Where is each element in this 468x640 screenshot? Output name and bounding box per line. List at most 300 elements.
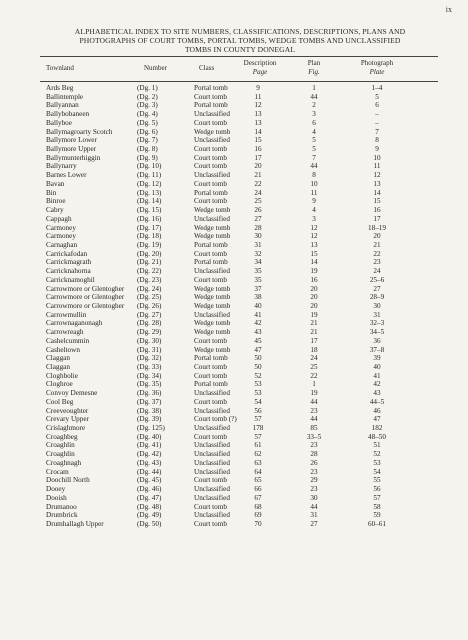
table-row — [0, 145, 468, 154]
table-row — [0, 197, 468, 206]
table-row — [0, 276, 468, 285]
townland-cell: Cashelcummin — [46, 336, 90, 345]
photograph-plate-cell: 53 — [373, 458, 381, 467]
table-row — [0, 476, 468, 485]
photograph-plate-cell: 36 — [373, 336, 381, 345]
class-cell: Unclassified — [194, 136, 230, 145]
class-cell: Unclassified — [194, 424, 230, 433]
table-row — [0, 224, 468, 233]
photograph-plate-cell: 44–5 — [369, 397, 385, 406]
townland-cell: Drumhallagh Upper — [46, 519, 104, 528]
plan-fig-cell: 19 — [310, 310, 318, 319]
site-number-cell: (Dg. 8) — [137, 145, 158, 154]
table-row — [0, 424, 468, 433]
description-page-cell: 11 — [254, 92, 262, 101]
description-page-cell: 35 — [254, 275, 262, 284]
plan-fig-cell: 4 — [312, 206, 316, 215]
plan-fig-cell: 2 — [312, 101, 316, 110]
header-plan: Plan — [307, 59, 321, 67]
townland-cell: Carnaghan — [46, 240, 78, 249]
plan-fig-cell: 20 — [310, 293, 318, 302]
class-cell: Wedge tomb — [194, 284, 231, 293]
description-page-cell: 68 — [254, 502, 262, 511]
photograph-plate-cell: 22 — [373, 249, 381, 258]
description-page-cell: 45 — [254, 336, 262, 345]
class-cell: Unclassified — [194, 389, 230, 398]
description-page-cell: 27 — [254, 214, 262, 223]
table-row — [0, 101, 468, 110]
photograph-plate-cell: 24 — [373, 267, 381, 276]
class-cell: Wedge tomb — [194, 293, 231, 302]
plan-fig-cell: 23 — [310, 441, 318, 450]
table-top-rule — [40, 56, 438, 57]
photograph-plate-cell: 7 — [375, 127, 379, 136]
townland-cell: Ballyboe — [46, 118, 72, 127]
townland-cell: Crevary Upper — [46, 415, 89, 424]
townland-cell: Croaghlin — [46, 441, 75, 450]
townland-cell: Dooey — [46, 485, 66, 494]
site-number-cell: (Dg. 46) — [137, 485, 162, 494]
table-row — [0, 311, 468, 320]
class-cell: Unclassified — [194, 485, 230, 494]
photograph-plate-cell: 37–8 — [369, 345, 385, 354]
townland-cell: Dooish — [46, 493, 67, 502]
plan-fig-cell: 21 — [310, 328, 318, 337]
plan-fig-cell: 33–5 — [306, 432, 322, 441]
description-page-cell: 20 — [254, 162, 262, 171]
photograph-plate-cell: 48–50 — [368, 432, 386, 441]
photograph-plate-cell: 8 — [375, 136, 379, 145]
site-number-cell: (Dg. 42) — [137, 450, 162, 459]
plan-fig-cell: 16 — [310, 275, 318, 284]
description-page-cell: 57 — [254, 415, 262, 424]
table-row — [0, 136, 468, 145]
description-page-cell: 66 — [254, 485, 262, 494]
townland-cell: Ballintemple — [46, 92, 84, 101]
description-page-cell: 25 — [254, 197, 262, 206]
table-row — [0, 380, 468, 389]
description-page-cell: 34 — [254, 258, 262, 267]
townland-cell: Carrownaganonagh — [46, 319, 103, 328]
site-number-cell: (Dg. 24) — [137, 284, 162, 293]
class-cell: Wedge tomb — [194, 301, 231, 310]
table-row — [0, 415, 468, 424]
photograph-plate-cell: 52 — [373, 450, 381, 459]
townland-cell: Carmoney — [46, 232, 76, 241]
townland-cell: Ballyannan — [46, 101, 79, 110]
site-number-cell: (Dg. 43) — [137, 458, 162, 467]
class-cell: Portal tomb — [194, 240, 228, 249]
photograph-plate-cell: 28–9 — [369, 293, 385, 302]
townland-cell: Carrowmullin — [46, 310, 87, 319]
site-number-cell: (Dg. 2) — [137, 92, 158, 101]
class-cell: Court tomb — [194, 432, 227, 441]
townland-cell: Bin — [46, 188, 57, 197]
description-page-cell: 62 — [254, 450, 262, 459]
class-cell: Court tomb — [194, 397, 227, 406]
table-row — [0, 215, 468, 224]
site-number-cell: (Dg. 27) — [137, 310, 162, 319]
townland-cell: Cloghbolie — [46, 371, 78, 380]
class-cell: Portal tomb — [194, 380, 228, 389]
plan-fig-cell: 23 — [310, 406, 318, 415]
class-cell: Court tomb — [194, 249, 227, 258]
description-page-cell: 9 — [256, 84, 260, 92]
description-page-cell: 50 — [254, 363, 262, 371]
plan-fig-cell: 44 — [310, 162, 318, 171]
photograph-plate-cell: 182 — [371, 424, 383, 433]
table-row — [0, 154, 468, 163]
table-row — [0, 328, 468, 337]
site-number-cell: (Dg. 15) — [137, 206, 162, 215]
plan-fig-cell: 5 — [312, 136, 316, 145]
class-cell: Portal tomb — [194, 84, 228, 92]
table-row — [0, 250, 468, 259]
description-page-cell: 28 — [254, 223, 262, 232]
description-page-cell: 24 — [254, 188, 262, 197]
header-bottom-rule — [40, 81, 438, 82]
site-number-cell: (Dg. 13) — [137, 188, 162, 197]
site-number-cell: (Dg. 3) — [137, 101, 158, 110]
table-row — [0, 485, 468, 494]
class-cell: Portal tomb — [194, 188, 228, 197]
description-page-cell: 37 — [254, 284, 262, 293]
site-number-cell: (Dg. 40) — [137, 432, 162, 441]
table-row — [0, 93, 468, 102]
table-row — [0, 433, 468, 442]
table-row — [0, 267, 468, 276]
header-townland: Townland — [46, 64, 74, 72]
site-number-cell: (Dg. 11) — [137, 171, 162, 180]
photograph-plate-cell: 27 — [373, 284, 381, 293]
townland-cell: Creeveoughter — [46, 406, 89, 415]
plan-fig-cell: 29 — [310, 476, 318, 485]
photograph-plate-cell: 41 — [373, 371, 381, 380]
plan-fig-cell: 25 — [310, 363, 318, 371]
photograph-plate-cell: 32–3 — [369, 319, 385, 328]
plan-fig-cell: 22 — [310, 371, 318, 380]
table-row — [0, 110, 468, 119]
photograph-plate-cell: 30 — [373, 301, 381, 310]
table-row — [0, 372, 468, 381]
photograph-plate-cell: 16 — [373, 206, 381, 215]
table-row — [0, 302, 468, 311]
table-row — [0, 389, 468, 398]
description-page-cell: 30 — [254, 232, 262, 241]
description-page-cell: 32 — [254, 249, 262, 258]
table-row — [0, 398, 468, 407]
description-page-cell: 178 — [252, 424, 264, 433]
site-number-cell: (Dg. 31) — [137, 345, 162, 354]
table-row — [0, 84, 468, 93]
class-cell: Portal tomb — [194, 354, 228, 363]
plan-fig-cell: 44 — [310, 502, 318, 511]
site-number-cell: (Dg. 39) — [137, 415, 162, 424]
photograph-plate-cell: 23 — [373, 258, 381, 267]
table-row — [0, 520, 468, 529]
photograph-plate-cell: 10 — [373, 153, 381, 162]
site-number-cell: (Dg. 23) — [137, 275, 162, 284]
class-cell: Court tomb — [194, 336, 227, 345]
plan-fig-cell: 26 — [310, 458, 318, 467]
table-row — [0, 441, 468, 450]
site-number-cell: (Dg. 6) — [137, 127, 158, 136]
plan-fig-cell: 28 — [310, 450, 318, 459]
townland-cell: Carrowreagh — [46, 328, 84, 337]
table-row — [0, 346, 468, 355]
class-cell: Unclassified — [194, 214, 230, 223]
description-page-cell: 38 — [254, 293, 262, 302]
photograph-plate-cell: 13 — [373, 179, 381, 188]
description-page-cell: 31 — [254, 240, 262, 249]
site-number-cell: (Dg. 14) — [137, 197, 162, 206]
description-page-cell: 67 — [254, 493, 262, 502]
plan-fig-cell: 3 — [312, 214, 316, 223]
plan-fig-cell: 19 — [310, 389, 318, 398]
description-page-cell: 14 — [254, 127, 262, 136]
header-photograph-sub: Plate — [369, 68, 385, 76]
table-row — [0, 468, 468, 477]
site-number-cell: (Dg. 4) — [137, 110, 158, 119]
plan-fig-cell: 44 — [310, 397, 318, 406]
class-cell: Court tomb — [194, 275, 227, 284]
site-number-cell: (Dg. 44) — [137, 467, 162, 476]
class-cell: Wedge tomb — [194, 232, 231, 241]
class-cell: Court tomb — [194, 371, 227, 380]
header-photograph: Photograph — [360, 59, 394, 67]
townland-cell: Crislaghmore — [46, 424, 86, 433]
plan-fig-cell: 17 — [310, 336, 318, 345]
plan-fig-cell: 20 — [310, 284, 318, 293]
townland-cell: Casheltown — [46, 345, 80, 354]
table-row — [0, 511, 468, 520]
header-number: Number — [144, 64, 167, 72]
table-row — [0, 337, 468, 346]
title-line: TOMBS IN COUNTY DONEGAL — [184, 45, 296, 54]
class-cell: Unclassified — [194, 267, 230, 276]
townland-cell: Carrickafodan — [46, 249, 88, 258]
site-number-cell: (Dg. 20) — [137, 249, 162, 258]
site-number-cell: (Dg. 125) — [137, 424, 165, 433]
plan-fig-cell: 11 — [310, 188, 318, 197]
description-page-cell: 61 — [254, 441, 262, 450]
description-page-cell: 16 — [254, 145, 262, 154]
class-cell: Unclassified — [194, 450, 230, 459]
class-cell: Court tomb — [194, 476, 227, 485]
site-number-cell: (Dg. 33) — [137, 363, 162, 371]
description-page-cell: 69 — [254, 511, 262, 520]
plan-fig-cell: 19 — [310, 267, 318, 276]
site-number-cell: (Dg. 25) — [137, 293, 162, 302]
site-number-cell: (Dg. 5) — [137, 118, 158, 127]
photograph-plate-cell: 39 — [373, 354, 381, 363]
townland-cell: Doochill North — [46, 476, 90, 485]
table-row — [0, 206, 468, 215]
plan-fig-cell: 10 — [310, 179, 318, 188]
plan-fig-cell: 7 — [312, 153, 316, 162]
photograph-plate-cell: 20 — [373, 232, 381, 241]
description-page-cell: 41 — [254, 310, 262, 319]
townland-cell: Cool Beg — [46, 397, 74, 406]
plan-fig-cell: 31 — [310, 511, 318, 520]
table-row — [0, 189, 468, 198]
class-cell: Portal tomb — [194, 101, 228, 110]
title-line: ALPHABETICAL INDEX TO SITE NUMBERS, CLASSIFICATIONS, DESCRIPTIONS, PLANS AND — [74, 27, 406, 36]
plan-fig-cell: 9 — [312, 197, 316, 206]
table-row — [0, 241, 468, 250]
site-number-cell: (Dg. 18) — [137, 232, 162, 241]
class-cell: Court tomb — [194, 502, 227, 511]
site-number-cell: (Dg. 36) — [137, 389, 162, 398]
photograph-plate-cell: 34–5 — [369, 328, 385, 337]
description-page-cell: 13 — [254, 110, 262, 119]
photograph-plate-cell: 6 — [375, 101, 379, 110]
plan-fig-cell: 8 — [312, 171, 316, 180]
plan-fig-cell: 5 — [312, 145, 316, 154]
class-cell: Unclassified — [194, 310, 230, 319]
description-page-cell: 26 — [254, 206, 262, 215]
description-page-cell: 13 — [254, 118, 262, 127]
photograph-plate-cell: – — [375, 110, 379, 119]
description-page-cell: 63 — [254, 458, 262, 467]
site-number-cell: (Dg. 7) — [137, 136, 158, 145]
site-number-cell: (Dg. 49) — [137, 511, 162, 520]
description-page-cell: 35 — [254, 267, 262, 276]
photograph-plate-cell: 59 — [373, 511, 381, 520]
plan-fig-cell: 15 — [310, 249, 318, 258]
class-cell: Unclassified — [194, 493, 230, 502]
photograph-plate-cell: 9 — [375, 145, 379, 154]
plan-fig-cell: 20 — [310, 301, 318, 310]
site-number-cell: (Dg. 1) — [137, 84, 158, 92]
site-number-cell: (Dg. 47) — [137, 493, 162, 502]
site-number-cell: (Dg. 17) — [137, 223, 162, 232]
photograph-plate-cell: 11 — [373, 162, 381, 171]
description-page-cell: 40 — [254, 301, 262, 310]
plan-fig-cell: 1 — [312, 380, 316, 389]
class-cell: Wedge tomb — [194, 319, 231, 328]
table-row — [0, 232, 468, 241]
photograph-plate-cell: 56 — [373, 485, 381, 494]
class-cell: Unclassified — [194, 171, 230, 180]
header-class: Class — [199, 64, 215, 72]
photograph-plate-cell: 40 — [373, 363, 381, 371]
townland-cell: Bavan — [46, 179, 65, 188]
photograph-plate-cell: 43 — [373, 389, 381, 398]
site-number-cell: (Dg. 41) — [137, 441, 162, 450]
photograph-plate-cell: 25–6 — [369, 275, 385, 284]
page-number: ix — [445, 5, 452, 14]
photograph-plate-cell: 60–61 — [368, 519, 386, 528]
photograph-plate-cell: 12 — [373, 171, 381, 180]
class-cell: Court tomb — [194, 197, 227, 206]
class-cell: Wedge tomb — [194, 328, 231, 337]
plan-fig-cell: 24 — [310, 354, 318, 363]
description-page-cell: 64 — [254, 467, 262, 476]
townland-cell: Crocam — [46, 467, 69, 476]
class-cell: Court tomb — [194, 363, 227, 371]
photograph-plate-cell: 15 — [373, 197, 381, 206]
description-page-cell: 47 — [254, 345, 262, 354]
townland-cell: Ballynarry — [46, 162, 77, 171]
class-cell: Unclassified — [194, 467, 230, 476]
description-page-cell: 12 — [254, 101, 262, 110]
photograph-plate-cell: 17 — [373, 214, 381, 223]
description-page-cell: 15 — [254, 136, 262, 145]
townland-cell: Ballybobaneen — [46, 110, 90, 119]
plan-fig-cell: 18 — [310, 345, 318, 354]
site-number-cell: (Dg. 26) — [137, 301, 162, 310]
townland-cell: Claggan — [46, 354, 70, 363]
townland-cell: Ards Beg — [46, 84, 74, 92]
photograph-plate-cell: 31 — [373, 310, 381, 319]
townland-cell: Ballymore Upper — [46, 145, 97, 154]
townland-cell: Drumbrick — [46, 511, 78, 520]
plan-fig-cell: 23 — [310, 467, 318, 476]
class-cell: Court tomb (?) — [194, 415, 237, 424]
site-number-cell: (Dg. 35) — [137, 380, 162, 389]
townland-cell: Carrowmore or Glentogher — [46, 293, 125, 302]
plan-fig-cell: 12 — [310, 223, 318, 232]
plan-fig-cell: 6 — [312, 118, 316, 127]
townland-cell: Croaghlin — [46, 450, 75, 459]
site-number-cell: (Dg. 37) — [137, 397, 162, 406]
photograph-plate-cell: 42 — [373, 380, 381, 389]
photograph-plate-cell: 18–19 — [368, 223, 386, 232]
class-cell: Court tomb — [194, 145, 227, 154]
table-row — [0, 128, 468, 137]
table-row — [0, 258, 468, 267]
townland-cell: Carricknamoghil — [46, 275, 95, 284]
class-cell: Court tomb — [194, 519, 227, 528]
class-cell: Wedge tomb — [194, 223, 231, 232]
photograph-plate-cell: 51 — [373, 441, 381, 450]
plan-fig-cell: 14 — [310, 258, 318, 267]
description-page-cell: 54 — [254, 397, 262, 406]
class-cell: Court tomb — [194, 92, 227, 101]
site-number-cell: (Dg. 50) — [137, 519, 162, 528]
description-page-cell: 70 — [254, 519, 262, 528]
index-title — [40, 27, 440, 54]
index-table-body — [0, 84, 468, 529]
townland-cell: Carrowmore or Glentogher — [46, 301, 125, 310]
class-cell: Unclassified — [194, 511, 230, 520]
site-number-cell: (Dg. 29) — [137, 328, 162, 337]
photograph-plate-cell: 58 — [373, 502, 381, 511]
townland-cell: Binroe — [46, 197, 66, 206]
photograph-plate-cell: 5 — [375, 92, 379, 101]
site-number-cell: (Dg. 22) — [137, 267, 162, 276]
table-row — [0, 319, 468, 328]
site-number-cell: (Dg. 34) — [137, 371, 162, 380]
class-cell: Unclassified — [194, 441, 230, 450]
photograph-plate-cell: 55 — [373, 476, 381, 485]
table-row — [0, 459, 468, 468]
title-line: PHOTOGRAPHS OF COURT TOMBS, PORTAL TOMBS, WEDGE TOMBS AND UNCLASSIFIED — [79, 36, 401, 45]
plan-fig-cell: 23 — [310, 485, 318, 494]
table-row — [0, 162, 468, 171]
photograph-plate-cell: 14 — [373, 188, 381, 197]
plan-fig-cell: 85 — [310, 424, 318, 433]
table-row — [0, 171, 468, 180]
class-cell: Court tomb — [194, 162, 227, 171]
table-row — [0, 494, 468, 503]
townland-cell: Carrickmagrath — [46, 258, 92, 267]
description-page-cell: 65 — [254, 476, 262, 485]
photograph-plate-cell: 46 — [373, 406, 381, 415]
townland-cell: Carricknahorna — [46, 267, 91, 276]
class-cell: Court tomb — [194, 118, 227, 127]
